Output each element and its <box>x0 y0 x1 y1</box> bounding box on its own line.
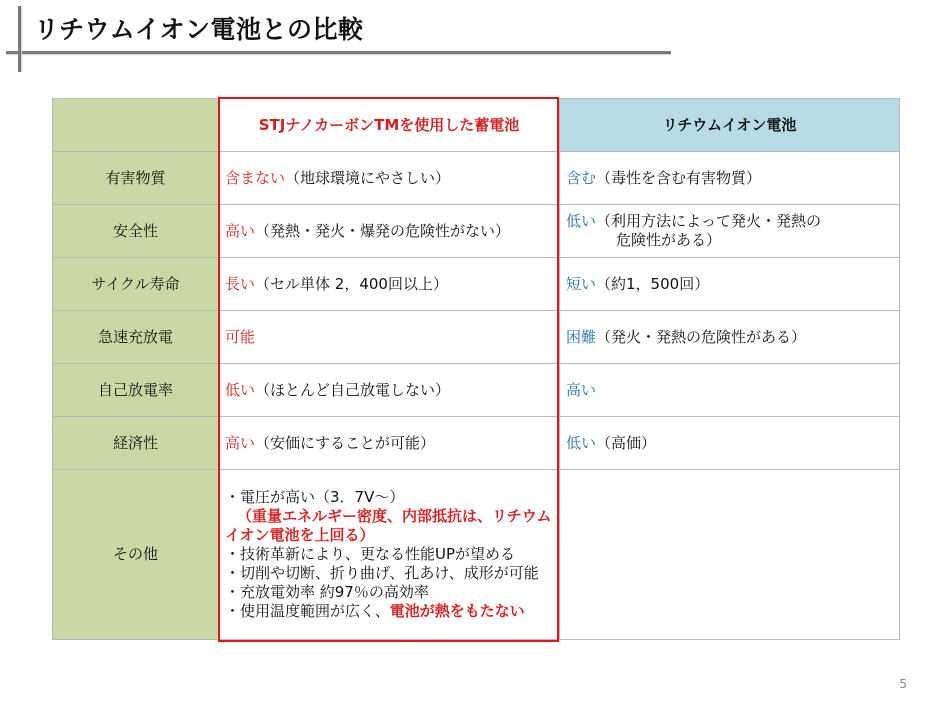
table-header-row <box>53 99 900 152</box>
table-row-other <box>53 470 900 640</box>
title-vertical-rule <box>18 6 21 72</box>
stj-cell <box>219 205 560 258</box>
li-cell <box>560 152 900 205</box>
other-line: イオン電池を上回る） <box>225 526 375 544</box>
stj-detail: （発熱・発火・爆発の危険性がない） <box>255 221 511 240</box>
header-empty-cell <box>53 99 219 152</box>
header-lithium-ion: リチウムイオン電池 <box>560 99 900 152</box>
other-line: ・切削や切断、折り曲げ、孔あけ、成形が可能 <box>225 564 539 582</box>
li-key: 低い <box>566 433 597 452</box>
row-label: サイクル寿命 <box>53 258 219 311</box>
stj-key: 低い <box>225 380 256 399</box>
table-row <box>53 364 900 417</box>
table-row <box>53 258 900 311</box>
li-detail: （毒性を含む有害物質） <box>596 168 762 187</box>
comparison-table <box>52 98 900 640</box>
li-cell <box>560 364 900 417</box>
stj-key: 高い <box>225 221 256 240</box>
li-detail: （利用方法によって発火・発熱の <box>596 212 822 230</box>
stj-cell <box>219 417 560 470</box>
stj-key: 長い <box>225 274 256 293</box>
stj-detail: （セル単体 2，400回以上） <box>255 274 448 293</box>
stj-cell <box>219 311 560 364</box>
li-detail: （約1，500回） <box>596 274 710 293</box>
other-line: ・電圧が高い（3．7V～） <box>225 488 405 506</box>
stj-key: 可能 <box>225 327 256 346</box>
stj-detail: （ほとんど自己放電しない） <box>255 380 451 399</box>
other-line: （重量エネルギー密度、内部抵抗は、リチウム <box>237 507 552 525</box>
row-label: 経済性 <box>53 417 219 470</box>
row-label: 安全性 <box>53 205 219 258</box>
table-row <box>53 417 900 470</box>
other-line: ・充放電効率 約97％の高効率 <box>225 583 429 601</box>
li-key: 含む <box>566 168 597 187</box>
li-cell <box>560 311 900 364</box>
li-detail-line2: 危険性がある） <box>616 231 722 249</box>
stj-cell <box>219 258 560 311</box>
stj-detail: （安価にすることが可能） <box>255 433 436 452</box>
li-key: 短い <box>566 274 597 293</box>
other-line-highlight: 電池が熱をもたない <box>389 602 525 620</box>
li-cell <box>560 417 900 470</box>
li-key: 困難 <box>566 327 597 346</box>
other-line-part: ・使用温度範囲が広く、 <box>225 602 390 620</box>
li-other-cell <box>560 470 900 640</box>
li-key: 低い <box>566 212 597 230</box>
row-label: その他 <box>53 470 219 640</box>
li-cell <box>560 205 900 258</box>
li-detail: （高価） <box>596 433 657 452</box>
table-row <box>53 152 900 205</box>
li-key: 高い <box>566 380 597 399</box>
stj-key: 含まない <box>225 168 286 187</box>
title-underline <box>6 51 671 54</box>
title-block <box>0 0 945 80</box>
other-line <box>225 602 553 621</box>
stj-cell <box>219 152 560 205</box>
li-detail: （発火・発熱の危険性がある） <box>596 327 807 346</box>
li-cell <box>560 258 900 311</box>
other-line: ・技術革新により、更なる性能UPが望める <box>225 545 516 563</box>
stj-other-list <box>219 470 560 640</box>
row-label: 有害物質 <box>53 152 219 205</box>
stj-detail: （地球環境にやさしい） <box>285 168 451 187</box>
page-title: リチウムイオン電池との比較 <box>34 15 364 44</box>
row-label: 自己放電率 <box>53 364 219 417</box>
page-number: 5 <box>899 677 907 691</box>
table-row <box>53 311 900 364</box>
table-row <box>53 205 900 258</box>
header-stj-battery: STJナノカーボンTMを使用した蓄電池 <box>219 99 560 152</box>
stj-cell <box>219 364 560 417</box>
stj-key: 高い <box>225 433 256 452</box>
row-label: 急速充放電 <box>53 311 219 364</box>
